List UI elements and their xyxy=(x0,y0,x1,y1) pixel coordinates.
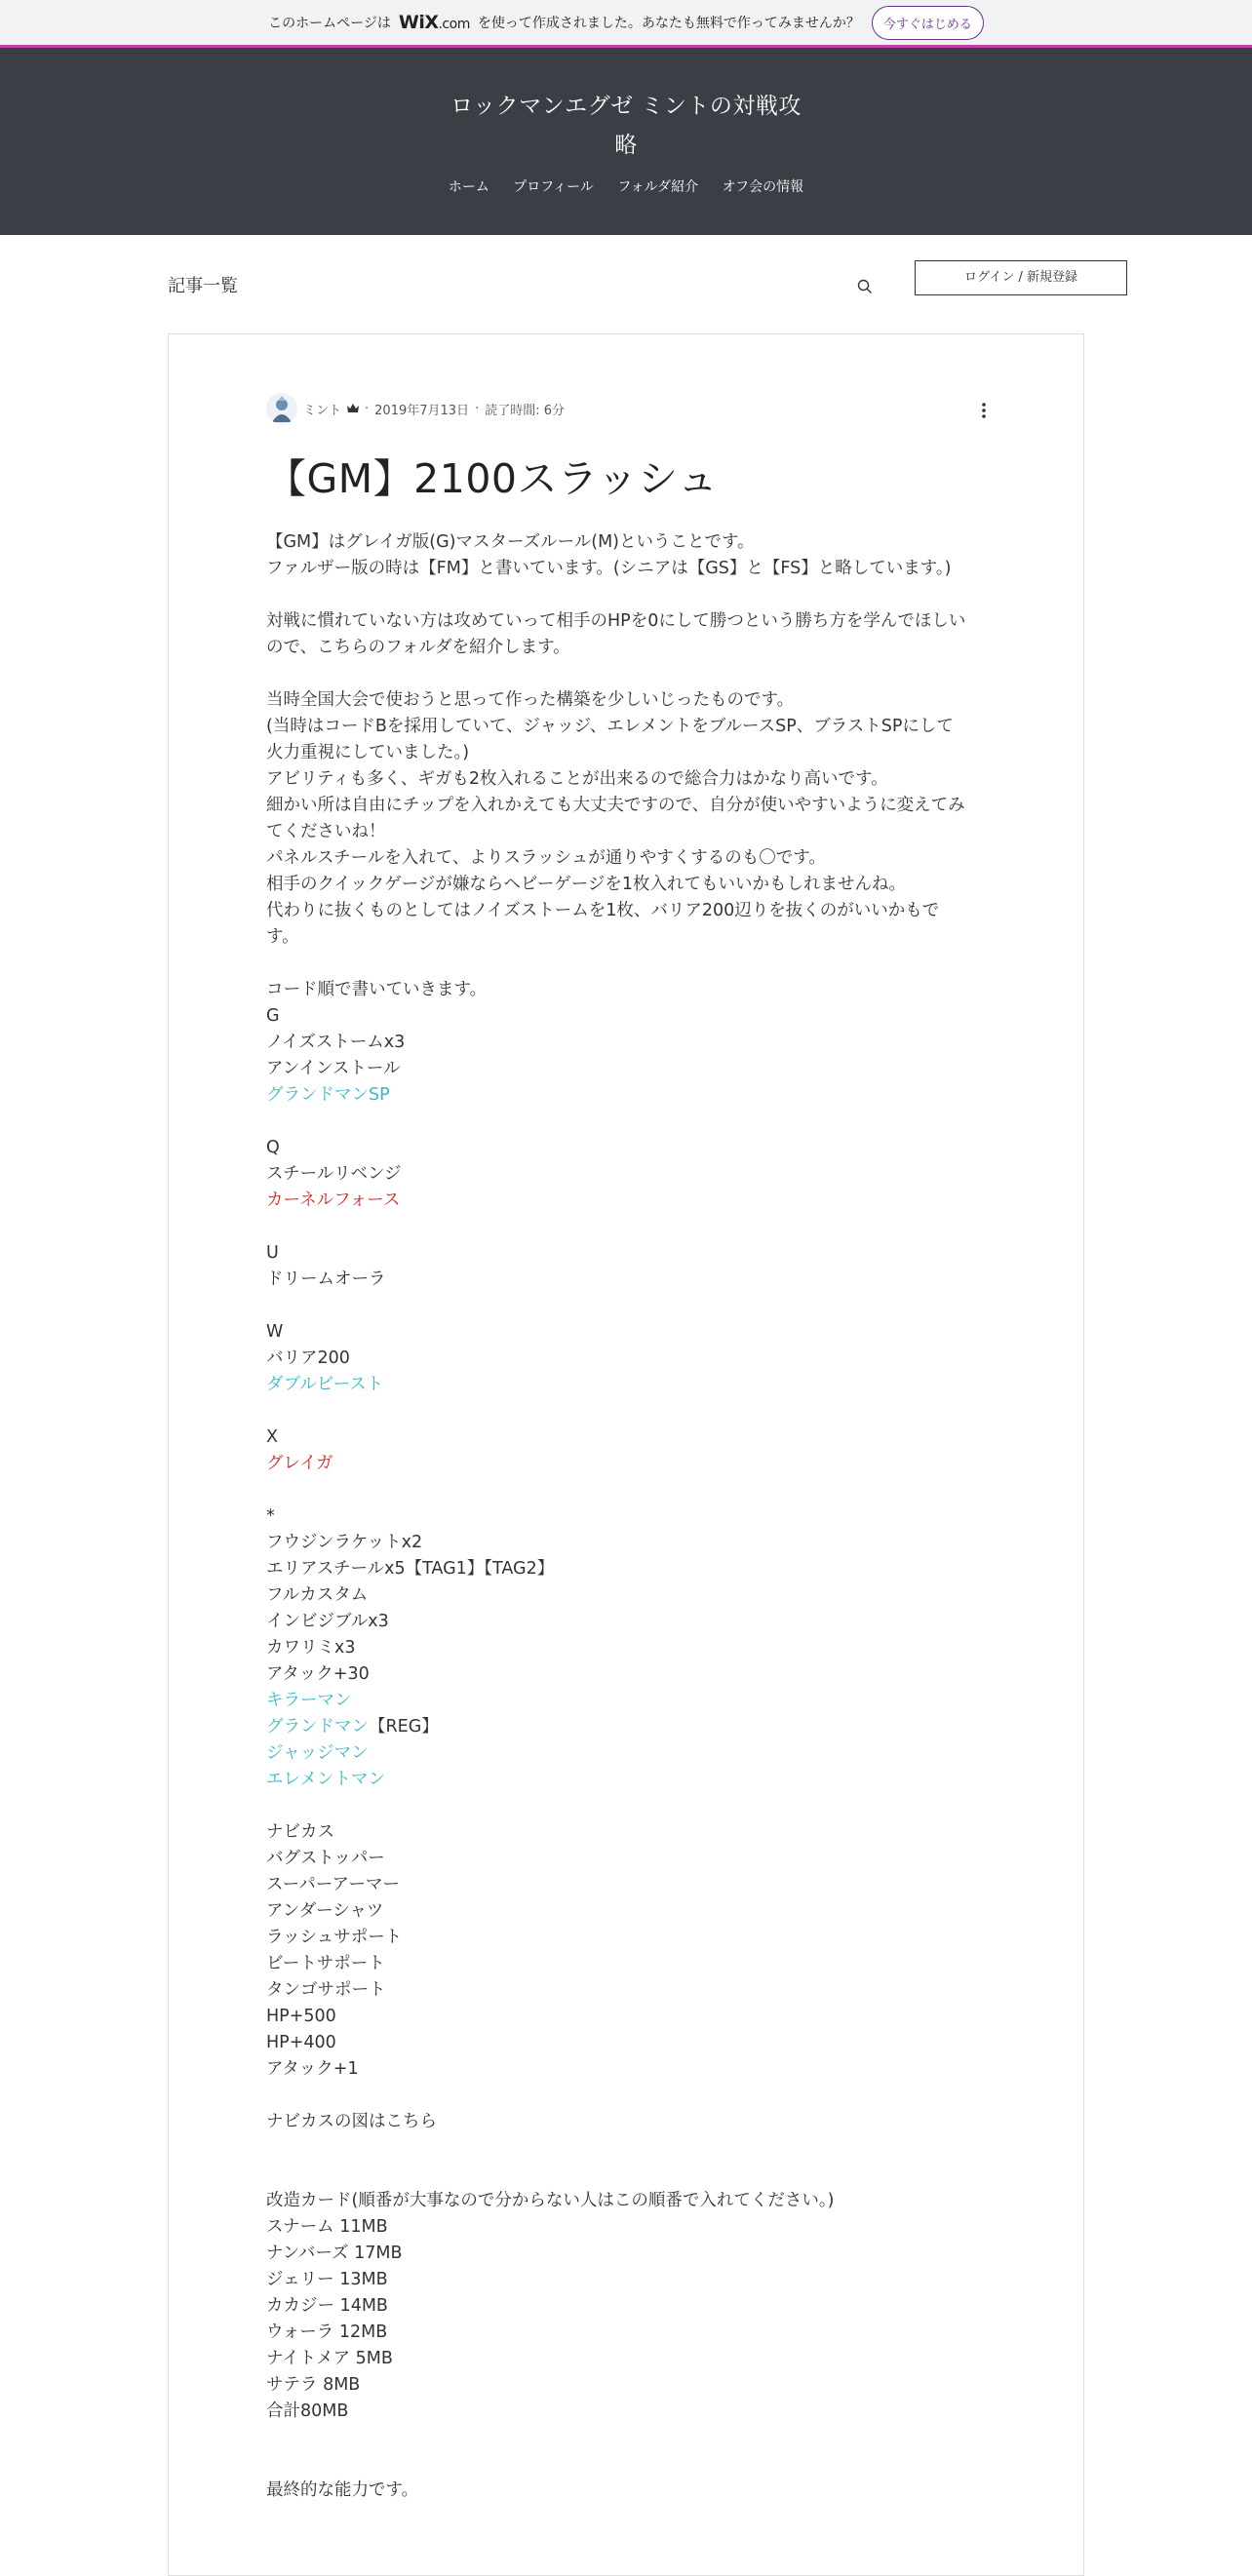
blank-line xyxy=(266,1398,998,1425)
nav-profile[interactable]: プロフィール xyxy=(513,179,594,195)
blank-line xyxy=(266,2083,998,2109)
blank-line xyxy=(266,1214,998,1240)
body-line xyxy=(266,1872,998,1898)
body-text: スチールリベンジ xyxy=(266,1164,402,1184)
body-line xyxy=(266,2267,998,2293)
body-text: てくださいね！ xyxy=(266,822,386,841)
body-text: スーパーアーマー xyxy=(266,1875,400,1894)
body-text: コード順で書いていきます。 xyxy=(266,980,488,999)
body-text: 改造カード(順番が大事なので分からない人はこの順番で入れてください。) xyxy=(266,2191,835,2210)
body-line xyxy=(266,2399,998,2425)
body-line xyxy=(266,1661,998,1688)
body-text: アタック+1 xyxy=(266,2059,359,2079)
nav-home[interactable]: ホーム xyxy=(448,179,489,195)
main-nav xyxy=(0,176,1252,196)
body-line xyxy=(266,714,998,740)
body-text: エリアスチールx5【TAG1】【TAG2】 xyxy=(266,1559,555,1579)
body-line xyxy=(266,819,998,845)
login-signup-button[interactable]: ログイン / 新規登録 xyxy=(915,260,1127,295)
body-line xyxy=(266,1635,998,1661)
body-line xyxy=(266,1240,998,1267)
meta-separator-icon: · xyxy=(475,401,480,416)
post-card xyxy=(168,333,1084,2576)
body-text: ウォーラ 12MB xyxy=(266,2322,388,2342)
post-title: 【GM】2100スラッシュ xyxy=(266,455,719,502)
body-line xyxy=(266,1898,998,1925)
body-line xyxy=(266,924,998,951)
body-text: 最終的な能力です。 xyxy=(266,2480,419,2500)
body-line xyxy=(266,1425,998,1451)
body-text: 合計80MB xyxy=(266,2401,349,2421)
blank-line xyxy=(266,2162,998,2188)
body-text: ナンバーズ 17MB xyxy=(266,2244,403,2263)
body-line xyxy=(266,977,998,1003)
blank-line xyxy=(266,661,998,687)
body-line xyxy=(266,2241,998,2267)
site-title-line2: 略 xyxy=(614,133,638,158)
chip-name: ジャッジマン xyxy=(266,1743,369,1763)
body-text: アビリティも多く、ギガも2枚入れることが出来るので総合力はかなり高いです。 xyxy=(266,769,888,789)
body-text: G xyxy=(266,1006,280,1026)
body-line xyxy=(266,1030,998,1056)
body-line xyxy=(266,1135,998,1161)
author-avatar[interactable] xyxy=(266,393,297,424)
body-line xyxy=(266,556,998,582)
body-line xyxy=(266,1056,998,1082)
body-line xyxy=(266,1372,998,1398)
body-line xyxy=(266,1688,998,1714)
body-line xyxy=(266,687,998,714)
body-line xyxy=(266,1582,998,1609)
site-title[interactable] xyxy=(0,87,1252,165)
wix-banner-pre-text: このホームページは xyxy=(268,16,391,31)
wix-logo-text: WiX xyxy=(398,12,439,33)
body-line xyxy=(266,1319,998,1346)
body-text: 火力重視にしていました。) xyxy=(266,743,470,762)
body-text: (当時はコードBを採用していて、ジャッジ、エレメントをブルースSP、ブラストSPにして xyxy=(266,717,954,736)
body-text: ナビカス xyxy=(266,1822,334,1842)
body-line xyxy=(266,898,998,924)
body-text: HP+500 xyxy=(266,2007,336,2026)
body-line xyxy=(266,1556,998,1582)
body-line xyxy=(266,2293,998,2320)
author-name[interactable]: ミント xyxy=(303,403,342,418)
body-text: ので、こちらのフォルダを紹介します。 xyxy=(266,638,570,657)
body-line xyxy=(266,2372,998,2399)
body-line xyxy=(266,635,998,661)
site-title-line1: ロックマンエグゼ ミントの対戦攻 xyxy=(450,94,802,119)
body-line xyxy=(266,1951,998,1977)
body-text: X xyxy=(266,1427,278,1447)
chip-name: ダブルビースト xyxy=(266,1375,384,1394)
read-time: 読了時間: 6分 xyxy=(485,403,565,418)
body-line xyxy=(266,1977,998,2004)
body-line xyxy=(266,2320,998,2346)
body-line xyxy=(266,2346,998,2372)
body-text: ビートサポート xyxy=(266,1954,385,1973)
body-line xyxy=(266,793,998,819)
body-text: ドリームオーラ xyxy=(266,1269,386,1289)
body-text: タンゴサポート xyxy=(266,1980,386,2000)
body-text: カワリミx3 xyxy=(266,1638,356,1658)
body-line xyxy=(266,1188,998,1214)
body-line xyxy=(266,1267,998,1293)
blank-line xyxy=(266,1109,998,1135)
body-line xyxy=(266,2004,998,2030)
wix-banner-post-text: を使って作成されました。あなたも無料で作ってみませんか？ xyxy=(477,16,860,31)
wix-logo[interactable] xyxy=(399,12,470,33)
body-text: バリア200 xyxy=(266,1348,350,1368)
body-line xyxy=(266,1003,998,1030)
body-text: 代わりに抜くものとしてはノイズストームを1枚、バリア200辺りを抜くのがいいかもで xyxy=(266,901,940,920)
body-line xyxy=(266,766,998,793)
body-line xyxy=(266,2188,998,2214)
body-line xyxy=(266,2109,998,2135)
body-text: アンインストール xyxy=(266,1059,401,1078)
body-text: バグストッパー xyxy=(266,1849,385,1868)
body-text: ナビカスの図はこちら xyxy=(266,2112,437,2131)
wix-logo-suffix: .com xyxy=(438,17,470,32)
all-posts-link[interactable]: 記事一覧 xyxy=(168,276,238,296)
body-line xyxy=(266,845,998,872)
body-text: フウジンラケットx2 xyxy=(266,1533,423,1552)
blank-line xyxy=(266,2451,998,2478)
blank-line xyxy=(266,951,998,977)
blank-line xyxy=(266,1477,998,1503)
body-text: ジェリー 13MB xyxy=(266,2270,388,2289)
body-text: サテラ 8MB xyxy=(266,2375,361,2395)
chip-name: グレイガ xyxy=(266,1454,333,1473)
body-text: インビジブルx3 xyxy=(266,1612,389,1631)
chip-name: エレメントマン xyxy=(266,1770,385,1789)
chip-name: キラーマン xyxy=(266,1691,352,1710)
more-actions-icon[interactable] xyxy=(982,401,986,420)
nav-offline-meetup[interactable]: オフ会の情報 xyxy=(722,179,804,195)
body-line xyxy=(266,740,998,766)
body-text: 細かい所は自由にチップを入れかえても大丈夫ですので、自分が使いやすいように変えてみ xyxy=(266,796,965,815)
body-line xyxy=(266,529,998,556)
chip-name: カーネルフォース xyxy=(266,1190,401,1210)
body-text: 対戦に慣れていない方は攻めていって相手のHPを0にして勝つという勝ち方を学んでほしい xyxy=(266,611,966,631)
avatar-image-icon xyxy=(266,393,297,424)
body-line xyxy=(266,1082,998,1109)
body-line xyxy=(266,2056,998,2083)
body-text: す。 xyxy=(266,927,299,947)
blank-line xyxy=(266,1293,998,1319)
body-text: ファルザー版の時は【FM】と書いています。(シニアは【GS】と【FS】と略しています。) xyxy=(266,559,952,578)
body-line xyxy=(266,1714,998,1740)
blank-line xyxy=(266,1793,998,1819)
body-line xyxy=(266,1503,998,1530)
body-text: カカジー 14MB xyxy=(266,2296,388,2316)
body-text: スナーム 11MB xyxy=(266,2217,388,2237)
body-line xyxy=(266,1740,998,1767)
body-text: ナイトメア 5MB xyxy=(266,2349,393,2368)
start-now-button[interactable]: 今すぐはじめる xyxy=(872,6,984,40)
blog-bar xyxy=(0,235,1252,332)
chip-name: グランドマンSP xyxy=(266,1085,390,1105)
body-text-suffix: 【REG】 xyxy=(369,1717,439,1737)
body-text: 相手のクイックゲージが嫌ならヘビーゲージを1枚入れてもいいかもしれませんね。 xyxy=(266,875,907,894)
body-line xyxy=(266,1161,998,1188)
body-text: ノイズストームx3 xyxy=(266,1033,406,1052)
body-line xyxy=(266,1609,998,1635)
admin-crown-icon xyxy=(347,404,359,413)
post-date: 2019年7月13日 xyxy=(374,403,470,418)
body-line xyxy=(266,1846,998,1872)
body-text: アンダーシャツ xyxy=(266,1901,384,1921)
body-text: U xyxy=(266,1243,279,1263)
body-text: パネルスチールを入れて、よりスラッシュが通りやすくするのも〇です。 xyxy=(266,848,826,868)
wix-banner xyxy=(0,0,1252,48)
blank-line xyxy=(266,582,998,608)
body-line xyxy=(266,1925,998,1951)
search-icon[interactable] xyxy=(856,278,874,295)
body-text: HP+400 xyxy=(266,2033,336,2052)
body-text: * xyxy=(266,1506,275,1526)
chip-name: グランドマン xyxy=(266,1717,369,1737)
body-line xyxy=(266,872,998,898)
nav-folder-intro[interactable]: フォルダ紹介 xyxy=(617,179,699,195)
body-line xyxy=(266,1346,998,1372)
post-body xyxy=(266,529,998,2504)
post-meta xyxy=(266,393,565,424)
body-text: 【GM】はグレイガ版(G)マスターズルール(M)ということです。 xyxy=(266,532,755,552)
body-line xyxy=(266,2478,998,2504)
body-line xyxy=(266,1767,998,1793)
body-line xyxy=(266,1819,998,1846)
body-line xyxy=(266,608,998,635)
body-line xyxy=(266,1451,998,1477)
body-line xyxy=(266,1530,998,1556)
site-header xyxy=(0,48,1252,235)
meta-separator-icon: · xyxy=(365,401,370,416)
body-text: 当時全国大会で使おうと思って作った構築を少しいじったものです。 xyxy=(266,690,795,710)
body-text: アタック+30 xyxy=(266,1664,370,1684)
blank-line xyxy=(266,2425,998,2451)
body-text: Q xyxy=(266,1138,280,1157)
body-line xyxy=(266,2214,998,2241)
body-line xyxy=(266,2030,998,2056)
body-text: W xyxy=(266,1322,284,1342)
body-text: ラッシュサポート xyxy=(266,1928,403,1947)
blank-line xyxy=(266,2135,998,2162)
body-text: フルカスタム xyxy=(266,1585,369,1605)
